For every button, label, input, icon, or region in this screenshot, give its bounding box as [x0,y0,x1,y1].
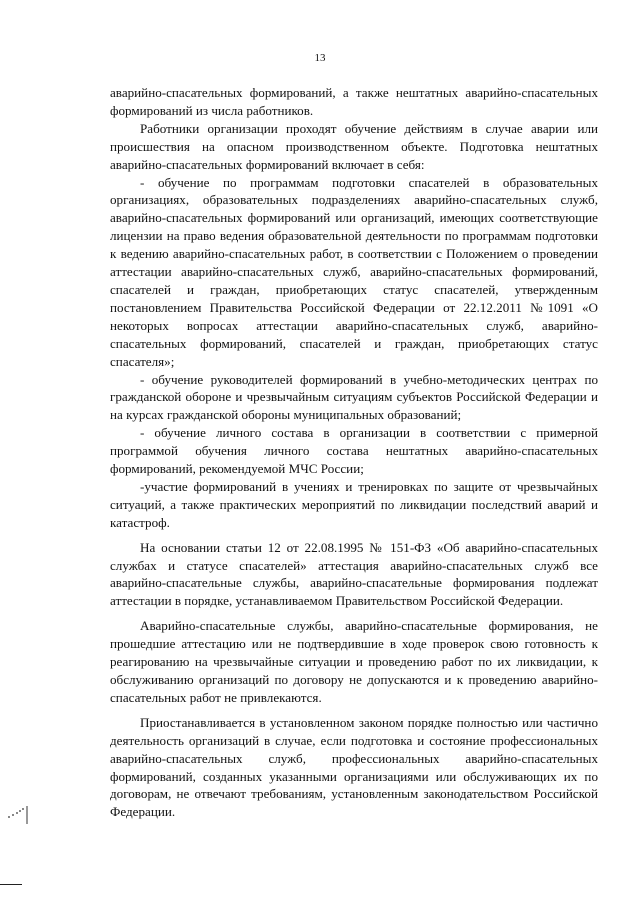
list-item-exercises: -участие формирований в учениях и тренировках по защите от чрезвычайных ситуаций, а также практических мероприятий по ликвидации последствий аварий и катастроф. [110,478,598,530]
paragraph-suspension: Приостанавливается в установленном законом порядке полностью или частично деятельность организаций в случае, если подготовка и состояние профессиональных аварийно-спасательных служб, профессиональных аварийно-спасательных формирований, созданных указанными организациями или обслуживающих их по договорам, не отвечают требованиям, установленным законодательством Российской Федерации. [110,714,598,820]
document-body [110,84,598,821]
paragraph-not-admitted: Аварийно-спасательные службы, аварийно-спасательные формирования, не прошедшие аттестацию или не подтвердившие в ходе проверок свою готовность к реагированию на чрезвычайные ситуации и проведению работ по их ликвидации, к обслуживанию организаций по договору не допускаются и к проведению аварийно-спасательных работ не привлекаются. [110,618,598,705]
paragraph-attestation: На основании статьи 12 от 22.08.1995 № 151-ФЗ «Об аварийно-спасательных службах и статусе спасателей» аттестация аварийно-спасательных служб все аварийно-спасательные службы, аварийно-спасательные формирования подлежат аттестации в порядке, устанавливаемом Правительством Российской Федерации. [110,539,598,609]
page-number: 13 [314,52,326,64]
list-item-training-personnel: - обучение личного состава в организации в соответствии с примерной программой обучения личного состава нештатных аварийно-спасательных формирований, рекомендуемой МЧС России; [110,425,598,477]
scan-artifact-mark [6,803,32,825]
list-item-training-leaders: - обучение руководителей формирований в учебно-методических центрах по гражданской обороне и чрезвычайным ситуациям субъектов Российской Федерации и на курсах гражданской обороны муниципальных образований; [110,371,598,423]
scan-artifact-line [0,884,22,885]
paragraph-2: Работники организации проходят обучение действиям в случае аварии или происшествия на опасном производственном объекте. Подготовка нештатных аварийно-спасательных формирований включает в себя: [110,120,598,172]
paragraph-1: аварийно-спасательных формирований, а также нештатных аварийно-спасательных формирований из числа работников. [110,85,598,118]
list-item-training-rescuers: - обучение по программам подготовки спасателей в образовательных организациях, образовательных подразделениях аварийно-спасательных служб, аварийно-спасательных формирований или организаций, имеющих соответствующие лицензии на право ведения образовательной деятельности по программам подготовки к ведению аварийно-спасательных работ, в соответствии с Положением о проведении аттестации аварийно-спасательных служб, аварийно-спасательных формирований, спасателей и граждан, приобретающих статус спасателей, утвержденным постановлением Правительства Российской Федерации от 22.12.2011 №1091 «О некоторых вопросах аттестации аварийно-спасательных служб, аварийно-спасательных формирований, спасателей и граждан, приобретающих статус спасателя»; [110,174,598,369]
